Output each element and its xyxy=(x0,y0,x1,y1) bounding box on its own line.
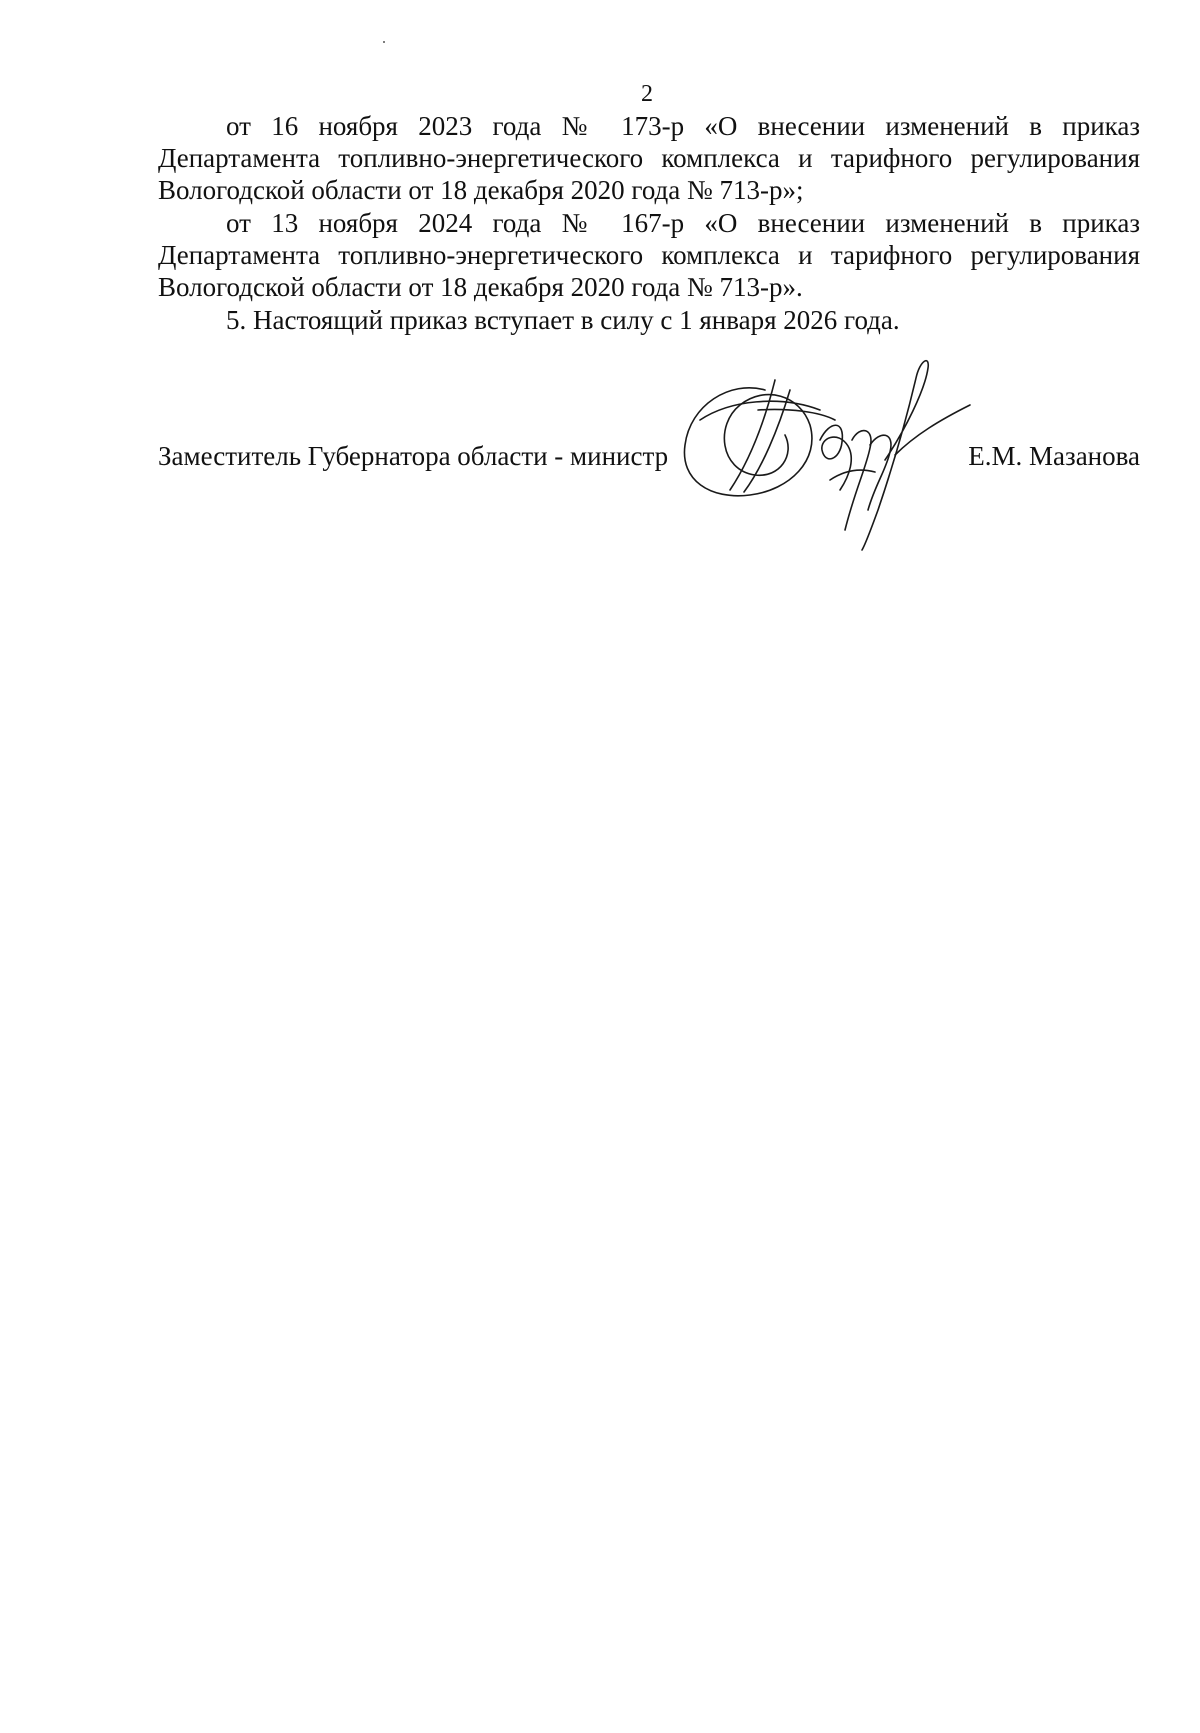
paragraph-order-2023: от 16 ноября 2023 года № 173-р «О внесении изменений в приказ Департамента топливно-энергетического комплекса и тарифного регулирования Вологодской области от 18 декабря 2020 года № 713-р»; xyxy=(158,111,1140,205)
document-body xyxy=(158,110,1140,337)
page-number: 2 xyxy=(641,81,653,107)
scan-speck xyxy=(383,41,385,43)
signatory-position: Заместитель Губернатора области - министр xyxy=(158,441,669,471)
signatory-name: Е.М. Мазанова xyxy=(968,441,1140,471)
paragraph-effective-date: 5. Настоящий приказ вступает в силу с 1 января 2026 года. xyxy=(226,305,900,335)
signature-block xyxy=(158,440,1140,480)
paragraph-order-2024: от 13 ноября 2024 года № 167-р «О внесении изменений в приказ Департамента топливно-энергетического комплекса и тарифного регулирования Вологодской области от 18 декабря 2020 года № 713-р». xyxy=(158,208,1140,302)
